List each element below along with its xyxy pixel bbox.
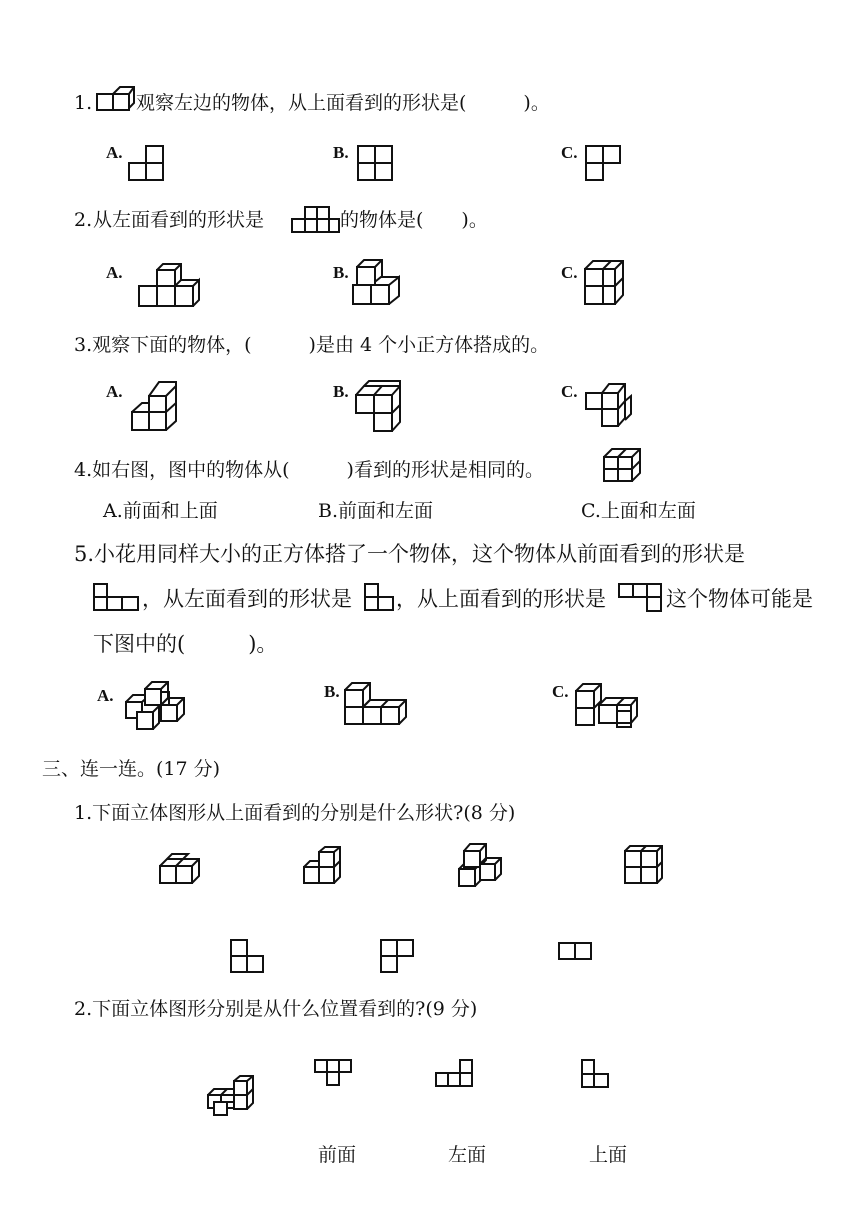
q5-left-view-shape	[364, 583, 396, 613]
match1-solid-2[interactable]	[303, 846, 343, 886]
q5-option-c-label[interactable]: C.	[552, 682, 569, 701]
q5-line2-c: 这个物体可能是	[666, 587, 813, 611]
q1-option-a-shape[interactable]	[128, 145, 168, 185]
q5-top-view-shape	[618, 583, 666, 615]
q5-line3: 下图中的( )。	[93, 632, 278, 656]
q5-option-a-label[interactable]: A.	[97, 686, 114, 705]
q5-option-b-label[interactable]: B.	[324, 682, 340, 701]
q4-text: 4.如右图，图中的物体从( )看到的形状是相同的。	[74, 459, 544, 481]
q3-option-a-cubes[interactable]	[131, 379, 185, 433]
q3-option-a-label[interactable]: A.	[106, 382, 123, 401]
q2-option-b-label[interactable]: B.	[333, 263, 349, 282]
q5-option-a-cubes[interactable]	[125, 680, 191, 732]
q3-text: 3.观察下面的物体，( )是由 4 个小正方体搭成的。	[74, 334, 550, 356]
match2-view-label-top: 上面	[589, 1144, 628, 1166]
q1-object-icon	[96, 84, 136, 120]
section3-title: 三、连一连。(17 分)	[42, 758, 221, 780]
match1-solid-3[interactable]	[456, 842, 502, 890]
q5-option-c-cubes[interactable]	[575, 683, 639, 731]
match1-view-1[interactable]	[230, 939, 266, 975]
match1-text: 1.下面立体图形从上面看到的分别是什么形状?(8 分)	[74, 802, 516, 824]
q3-option-c-label[interactable]: C.	[561, 382, 578, 401]
match2-solid	[205, 1075, 257, 1117]
q2-number: 2.	[74, 209, 93, 231]
q5-line2-a: ，从左面看到的形状是	[142, 587, 352, 611]
q5-option-b-cubes[interactable]	[344, 680, 408, 726]
q1-text: 观察左边的物体，从上面看到的形状是( )。	[136, 92, 550, 114]
q3-option-b-cubes[interactable]	[355, 378, 405, 434]
match2-text: 2.下面立体图形分别是从什么位置看到的?(9 分)	[74, 998, 478, 1020]
match1-view-2[interactable]	[380, 939, 416, 975]
q2-text-after: 的物体是( )。	[340, 209, 488, 231]
q5-front-view-shape	[93, 583, 141, 613]
q1-option-c-label[interactable]: C.	[561, 143, 578, 162]
q5-line1: 5.小花用同样大小的正方体搭了一个物体，这个物体从前面看到的形状是	[74, 542, 746, 566]
q1-option-b-shape[interactable]	[357, 145, 397, 185]
match2-view-3[interactable]	[581, 1059, 615, 1093]
match2-view-1[interactable]	[314, 1059, 356, 1093]
q2-option-c-cubes[interactable]	[584, 257, 628, 307]
q2-option-a-cubes[interactable]	[138, 262, 202, 308]
q1-number: 1.	[74, 92, 93, 114]
match2-view-label-front: 前面	[318, 1144, 357, 1166]
q2-text-before: 从左面看到的形状是	[93, 209, 265, 231]
q2-option-b-cubes[interactable]	[352, 257, 404, 307]
q5-line2-b: ，从上面看到的形状是	[396, 587, 606, 611]
match1-solid-4[interactable]	[624, 843, 664, 885]
q4-option-b[interactable]: B.前面和左面	[318, 500, 434, 522]
q2-option-a-label[interactable]: A.	[106, 263, 123, 282]
q2-option-c-label[interactable]: C.	[561, 263, 578, 282]
match1-view-3[interactable]	[558, 942, 594, 964]
q1-option-a-label[interactable]: A.	[106, 143, 123, 162]
q2-left-view-shape	[291, 206, 341, 234]
q4-option-a[interactable]: A.前面和上面	[103, 500, 218, 522]
q3-option-c-cubes[interactable]	[585, 380, 637, 430]
match2-view-2[interactable]	[435, 1059, 477, 1093]
match1-solid-1[interactable]	[159, 853, 203, 887]
q1-option-c-shape[interactable]	[585, 145, 625, 185]
q3-option-b-label[interactable]: B.	[333, 382, 349, 401]
q1-option-b-label[interactable]: B.	[333, 143, 349, 162]
q4-option-c[interactable]: C.上面和左面	[581, 500, 696, 522]
match2-view-label-left: 左面	[448, 1144, 487, 1166]
q4-object-icon	[603, 448, 647, 484]
